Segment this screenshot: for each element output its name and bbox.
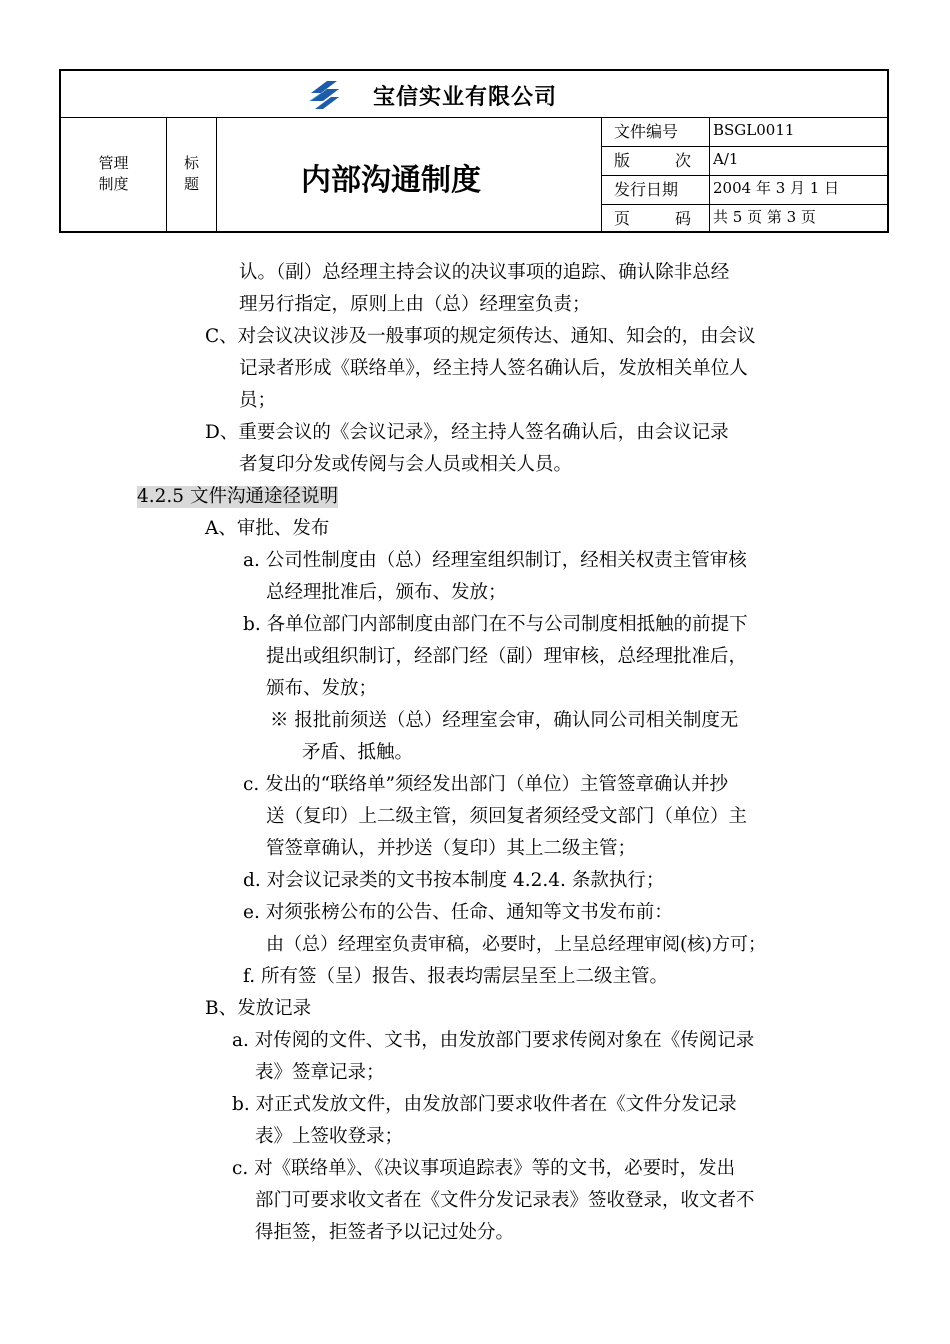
- body-line: C、对会议决议涉及一般事项的规定须传达、通知、知会的，由会议: [205, 326, 756, 347]
- body-line: b. 对正式发放文件，由发放部门要求收件者在《文件分发记录: [232, 1094, 737, 1115]
- meta-row-issue-date: [602, 175, 887, 205]
- body-line: f. 所有签（呈）报告、报表均需层呈至上二级主管。: [243, 966, 668, 987]
- body-line: a. 对传阅的文件、文书，由发放部门要求传阅对象在《传阅记录: [232, 1030, 755, 1051]
- note-line: 矛盾、抵触。: [302, 742, 414, 763]
- meta-key-char: 次: [674, 151, 691, 170]
- body-line: 部门可要求收文者在《文件分发记录表》签收登录，收文者不: [255, 1190, 755, 1211]
- meta-value: A/1: [713, 150, 739, 168]
- body-line: 认。（副）总经理主持会议的决议事项的追踪、确认除非总经: [239, 262, 730, 283]
- company-banner: [61, 71, 887, 118]
- body-line: 总经理批准后，颁布、发放；: [266, 582, 507, 603]
- body-line: a. 公司性制度由（总）经理室组织制订，经相关权责主管审核: [243, 550, 747, 571]
- body-line: 颁布、发放；: [266, 678, 378, 699]
- company-logo-icon: [307, 79, 341, 111]
- body-line: e. 对须张榜公布的公告、任命、通知等文书发布前：: [243, 902, 673, 923]
- body-line: 由（总）经理室负责审稿，必要时，上呈总经理审阅(核)方可；: [266, 934, 767, 955]
- body-line: b. 各单位部门内部制度由部门在不与公司制度相抵触的前提下: [243, 614, 748, 635]
- document-header: [59, 69, 889, 233]
- title-cell: [217, 117, 602, 231]
- body-line: 表》签章记录；: [255, 1062, 385, 1083]
- meta-key: 文件编号: [602, 117, 710, 146]
- body-line: 得拒签，拒签者予以记过处分。: [255, 1222, 515, 1243]
- body-line: 记录者形成《联络单》，经主持人签名确认后，发放相关单位人: [239, 358, 748, 379]
- meta-value: 共 5 页 第 3 页: [713, 208, 816, 226]
- meta-value: 2004 年 3 月 1 日: [713, 179, 840, 197]
- note-line: ※ 报批前须送（总）经理室会审，确认同公司相关制度无: [270, 710, 739, 731]
- meta-key: [602, 204, 710, 233]
- subsection-heading: A、审批、发布: [205, 518, 330, 539]
- body-line: c. 对《联络单》、《决议事项追踪表》等的文书，必要时，发出: [232, 1158, 736, 1179]
- body-line: d. 对会议记录类的文书按本制度 4.2.4. 条款执行；: [243, 870, 665, 891]
- meta-row-version: [602, 146, 887, 176]
- document-meta: [602, 117, 887, 231]
- title-label-cell: [167, 117, 217, 231]
- body-line: 提出或组织制订，经部门经（副）理审核，总经理批准后，: [266, 646, 748, 667]
- body-line: 理另行指定，原则上由（总）经理室负责；: [239, 294, 591, 315]
- document-title: 内部沟通制度: [301, 163, 481, 198]
- title-label: 题: [183, 175, 199, 193]
- title-label: 标: [183, 154, 199, 172]
- meta-key: [602, 146, 710, 175]
- category-cell: [61, 117, 167, 231]
- meta-row-doc-number: [602, 117, 887, 147]
- meta-key-char: 页: [614, 209, 631, 228]
- subsection-heading: B、发放记录: [205, 998, 312, 1019]
- body-line: D、重要会议的《会议记录》，经主持人签名确认后，由会议记录: [205, 422, 729, 443]
- category-label: 管理: [98, 154, 129, 172]
- body-line: c. 发出的“联络单”须经发出部门（单位）主管签章确认并抄: [243, 774, 729, 795]
- meta-key-char: 版: [614, 151, 631, 170]
- body-line: 员；: [239, 390, 277, 411]
- company-name: 宝信实业有限公司: [373, 85, 558, 110]
- body-line: 送（复印）上二级主管，须回复者须经受文部门（单位）主: [266, 806, 748, 827]
- body-line: 表》上签收登录；: [255, 1126, 404, 1147]
- meta-value: BSGL0011: [713, 121, 795, 139]
- section-heading: 4.2.5 文件沟通途径说明: [137, 486, 338, 507]
- meta-key-char: 码: [674, 209, 691, 228]
- meta-key: 发行日期: [602, 175, 710, 204]
- meta-row-page: [602, 204, 887, 233]
- body-line: 者复印分发或传阅与会人员或相关人员。: [239, 454, 573, 475]
- category-label: 制度: [98, 175, 129, 193]
- body-line: 管签章确认，并抄送（复印）其上二级主管；: [266, 838, 637, 859]
